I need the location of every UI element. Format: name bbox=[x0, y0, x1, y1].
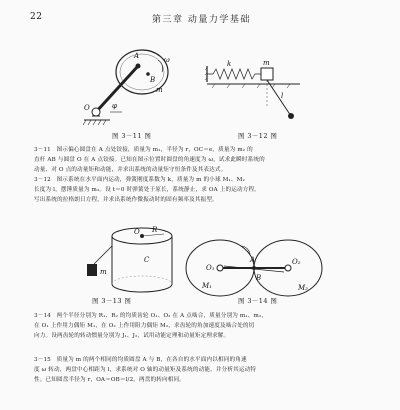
label-O: O bbox=[84, 104, 90, 112]
caption-3-13: 图 3－13 图 bbox=[92, 297, 132, 305]
caption-3-11: 图 3－11 图 bbox=[112, 132, 152, 140]
label-A: A bbox=[250, 256, 256, 264]
figure-3-11 bbox=[80, 40, 190, 130]
slider-block bbox=[261, 68, 273, 80]
label-B: B bbox=[256, 274, 262, 282]
label-M1: M₁ bbox=[202, 282, 212, 290]
label-omega: ω bbox=[164, 56, 170, 64]
caption-3-14: 图 3－14 图 bbox=[238, 297, 278, 305]
label-M2: M₂ bbox=[298, 284, 308, 292]
label-O2: O₂ bbox=[292, 258, 301, 266]
label-k: k bbox=[227, 60, 232, 68]
problem-3-12-text: 3－12 图示系统在水平面内运动，弹簧刚度系数为 k，质量为 m 的小球 M₁、M₂ 长度为 l，摆锤质量为 m₂。设 t＝0 时弹簧处于原长，系统静止，求 OA 上的运动方程。 写出系统的拉格朗日方程，并求出系统作微振动时的固有频率及其振型。 bbox=[34, 177, 260, 203]
figure-3-14 bbox=[180, 236, 330, 302]
label-C: C bbox=[144, 256, 150, 264]
label-O1: O₁ bbox=[206, 264, 215, 272]
chapter-title: 第三章 动量力学基础 bbox=[152, 15, 251, 25]
pendulum-rod bbox=[267, 80, 291, 116]
pendulum-bob bbox=[288, 113, 294, 119]
figure-3-13 bbox=[84, 222, 184, 300]
page-number: 22 bbox=[30, 12, 43, 22]
hanging-mass bbox=[87, 264, 97, 276]
problem-3-14-text: 3－14 两个半径分别为 R₁、R₂ 的均质齿轮 O₁、O₂ 在 A 点啮合，质量分别为 m₁、m₂， 在 O₁ 上作用力偶矩 M₁，在 O₂ 上作用阻力偶矩 M₂，求齿轮的角加速度及啮合处的切 向力。设两齿轮的转动惯量分别为 J₁、J₂，试用动能定理和动量矩定理求解。 bbox=[34, 313, 268, 339]
caption-3-12: 图 3－12 图 bbox=[238, 132, 278, 140]
pin-O bbox=[92, 108, 100, 116]
label-A: A bbox=[134, 52, 140, 60]
spring bbox=[207, 69, 261, 79]
problem-3-11-text: 3－11 图示偏心圆盘在 A 点处铰接，质量为 m₁，半径为 r，OC＝e，质量为 m₂ 的 直杆 AB 与圆盘 O 在 A 点铰接。已知在图示位置时圆盘的角速度为 ω，试求此瞬时系统的 动量、对 O 点的动量矩和动能，并求出系统的动量矩守恒条件及其表达式。 bbox=[34, 147, 265, 173]
label-l: l bbox=[281, 92, 284, 100]
label-m: m bbox=[156, 86, 163, 94]
label-m: m bbox=[263, 60, 270, 67]
label-phi: φ bbox=[112, 102, 117, 110]
label-B: B bbox=[150, 76, 156, 84]
label-R: R bbox=[152, 226, 158, 234]
label-O: O bbox=[134, 228, 140, 236]
label-m: m bbox=[100, 268, 107, 276]
problem-3-15-text: 3－15 质量为 m 的两个相同的均质圆盘 A 与 B，在各自的水平面内以相同的角速 度 ω 转动，两盘中心相距为 l，求系统对 O 轴的动量矩及系统的动能，并分析其运动特 性。已知圆盘半径为 r，OA＝OB＝l/2，两盘的转向相同。 bbox=[34, 357, 257, 383]
rope bbox=[94, 246, 112, 264]
figure-3-12 bbox=[205, 60, 305, 130]
rod bbox=[96, 66, 138, 112]
